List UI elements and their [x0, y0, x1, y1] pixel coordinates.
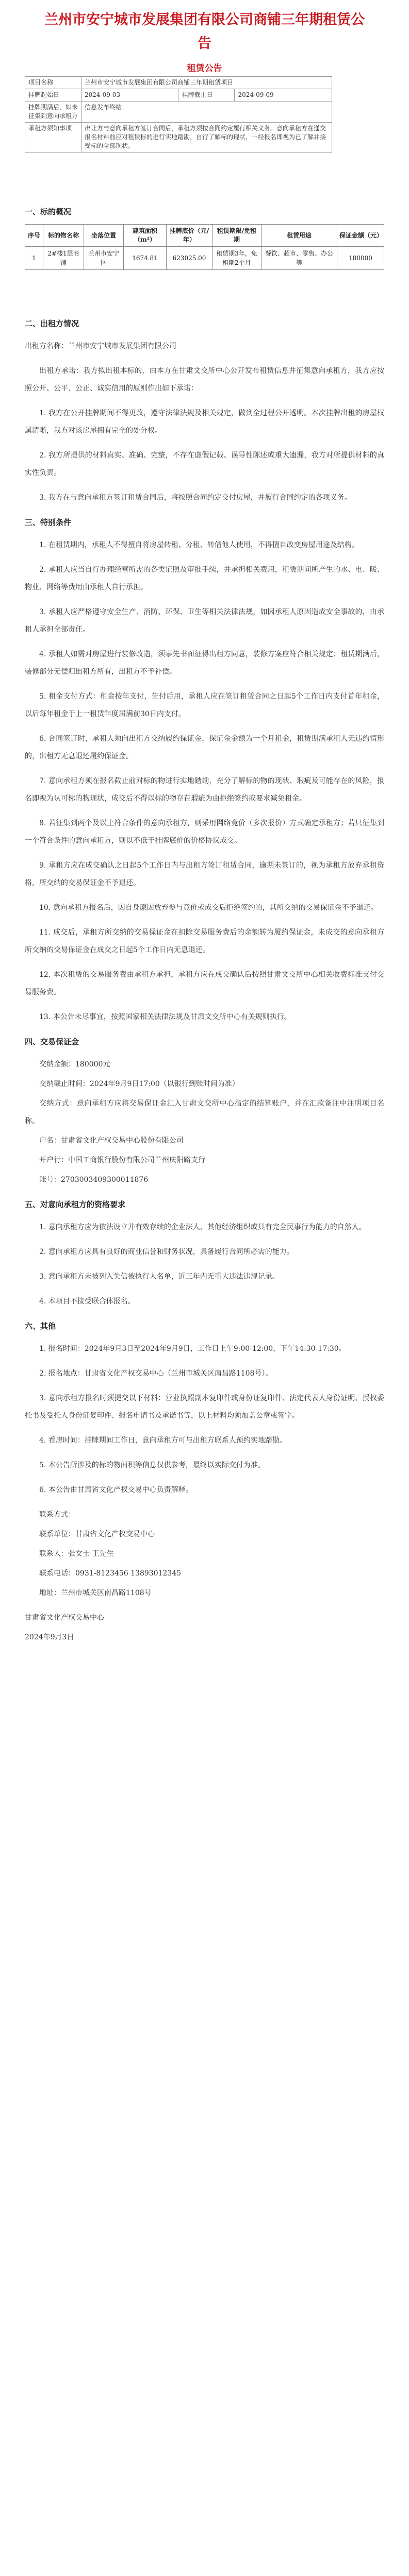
paragraph: 2. 承租人应当自行办理经营所需的各类证照及审批手续，并承担相关费用，租赁期间所产生的水、电、暖、物业、网络等费用由承租人自行承担。 — [25, 566, 384, 591]
paragraph: 1. 报名时间：2024年9月3日至2024年9月9日，工作日上午9:00-12:00，下午14:30-17:30。 — [39, 1345, 346, 1353]
column-header: 保证金额（元） — [337, 225, 384, 247]
section-heading: 五、对意向承租方的资格要求 — [25, 1200, 126, 1209]
paragraph: 出租方承诺：我方拟出租本标的，由本方在甘肃文交所中心公开发布租赁信息并征集意向承租方，我方应按照公开、公平、公正、诚实信用的原则作出如下承诺： — [25, 367, 384, 393]
paragraph: 2. 报名地点：甘肃省文化产权交易中心（兰州市城关区南昌路1108号）。 — [39, 1369, 273, 1378]
deposit-amount: 交纳金额：180000元 — [39, 1060, 110, 1069]
info-key: 项目名称 — [25, 77, 81, 89]
contact-org: 联系单位：甘肃省文化产权交易中心 — [39, 1530, 155, 1538]
account-number: 账号：2703003409300011876 — [39, 1176, 149, 1184]
paragraph: 1. 意向承租方应为依法设立并有效存续的企业法人、其他经济组织或具有完全民事行为能力的自然人。 — [39, 1223, 366, 1231]
paragraph: 1. 在租赁期内，承租人不得擅自将房屋转租、分租、转借他人使用，不得擅自改变房屋用途及结构。 — [39, 541, 359, 549]
paragraph: 1. 我方在公开挂牌期间不得更改，遵守法律法规及相关规定，做到全过程公开透明。本次挂牌出租的房屋权属清晰，我方对该房屋拥有完全的处分权。 — [25, 409, 384, 435]
project-info-table — [25, 76, 332, 152]
signature-date: 2024年9月3日 — [25, 1633, 74, 1641]
paragraph: 4. 承租人如需对房屋进行装修改造，须事先书面征得出租方同意，装修方案应符合相关规定；租赁期满后，装修部分无偿归出租方所有，出租方不予补偿。 — [25, 650, 384, 676]
page-title: 兰州市安宁城市发展集团有限公司商铺三年期租赁公告 — [44, 12, 365, 52]
info-value: 2024-09-03 — [81, 89, 178, 101]
column-header: 建筑面积（m²） — [124, 225, 167, 247]
column-header: 坐落位置 — [84, 225, 124, 247]
paragraph: 2. 我方所提供的材料真实、准确、完整，不存在虚假记载、误导性陈述或重大遗漏，我方对所提供材料的真实性负责。 — [25, 451, 384, 477]
contact-address: 地址：兰州市城关区南昌路1108号 — [39, 1589, 152, 1597]
paragraph: 11. 成交后，承租方所交纳的交易保证金在扣除交易服务费后的余额转为履约保证金，未成交的意向承租方所交纳的交易保证金在成交之日起5个工作日内无息退还。 — [25, 928, 384, 954]
info-row — [25, 101, 332, 123]
contact-person: 联系人：张女士 王先生 — [39, 1550, 114, 1558]
paragraph: 8. 若征集到两个及以上符合条件的意向承租方，则采用网络竞价（多次报价）方式确定承租方；若只征集到一个符合条件的意向承租方，则以不低于挂牌底价的价格协议成交。 — [25, 819, 384, 845]
paragraph: 10. 意向承租方报名后，因自身原因放弃参与竞价或成交后拒绝签约的，其所交纳的交易保证金不予退还。 — [39, 904, 378, 912]
paragraph: 6. 本公告由甘肃省文化产权交易中心负责解释。 — [39, 1486, 193, 1494]
paragraph: 5. 本公告所涉及的标的物面积等信息仅供参考，最终以实际交付为准。 — [39, 1461, 265, 1469]
contact-label: 联系方式： — [39, 1511, 75, 1519]
info-value: 出让方与意向承租方签订合同后，承租方须按合同约定履行相关义务。意向承租方在递交报名材料前应对租赁标的进行实地踏勘，自行了解标的现状，一经报名即视为已了解并接受标的全部现状。 — [81, 123, 332, 152]
table-cell: 租赁期3年，免租期2个月 — [212, 247, 261, 270]
paragraph: 3. 我方在与意向承租方签订租赁合同后，将按照合同约定交付房屋，并履行合同约定的各项义务。 — [39, 494, 352, 502]
paragraph: 12. 本次租赁的交易服务费由承租方承担，承租方应在成交确认后按照甘肃文交所中心相关收费标准支付交易服务费。 — [25, 971, 384, 996]
paragraph: 7. 意向承租方须在报名截止前对标的物进行实地踏勘，充分了解标的物的现状、瑕疵及可能存在的风险，报名即视为认可标的物现状，成交后不得以标的物存在瑕疵为由拒绝签约或要求减免租金。 — [25, 777, 384, 803]
account-bank: 开户行：中国工商银行股份有限公司兰州庆阳路支行 — [39, 1156, 205, 1164]
paragraph: 4. 看房时间：挂牌期间工作日，意向承租方可与出租方联系人预约实地踏勘。 — [39, 1436, 287, 1445]
table-cell: 餐饮、超市、零售、办公等 — [261, 247, 337, 270]
table-cell: 623025.00 — [167, 247, 212, 270]
table-cell: 2#楼1层商铺 — [43, 247, 84, 270]
paragraph: 9. 承租方应在成交确认之日起5个工作日内与出租方签订租赁合同，逾期未签订的，视为承租方放弃承租资格，所交纳的交易保证金不予退还。 — [25, 861, 384, 887]
signature-org: 甘肃省文化产权交易中心 — [25, 1614, 104, 1622]
table-cell: 兰州市安宁区 — [84, 247, 124, 270]
paragraph: 2. 意向承租方应具有良好的商业信誉和财务状况，具备履行合同所必需的能力。 — [39, 1248, 294, 1256]
contact-phone: 联系电话：0931-8123456 13893012345 — [39, 1569, 182, 1578]
paragraph: 5. 租金支付方式：租金按年支付，先付后用，承租人应在签订租赁合同之日起5个工作日内支付首年租金，以后每年租金于上一租赁年度届满前30日内支付。 — [25, 692, 384, 718]
paragraph: 3. 意向承租方报名时须提交以下材料：营业执照副本复印件或身份证复印件、法定代表人身份证明、授权委托书及受托人身份证复印件、报名申请书及承诺书等，以上材料均须加盖公章或签字。 — [25, 1394, 384, 1420]
section-heading: 二、出租方情况 — [25, 319, 79, 328]
info-row — [25, 123, 332, 152]
paragraph: 3. 意向承租方未被列入失信被执行人名单，近三年内无重大违法违规记录。 — [39, 1273, 280, 1281]
info-key: 承租方须知事项 — [25, 123, 81, 152]
column-header: 租赁用途 — [261, 225, 337, 247]
property-table — [25, 224, 384, 270]
paragraph: 13. 本公告未尽事宜，按照国家相关法律法规及甘肃文交所中心有关规则执行。 — [39, 1013, 291, 1021]
column-header: 挂牌底价（元/年） — [167, 225, 212, 247]
section-heading: 六、其他 — [25, 1321, 56, 1331]
table-cell: 180000 — [337, 247, 384, 270]
section-heading: 四、交易保证金 — [25, 1037, 79, 1046]
page-subtitle: 租赁公告 — [187, 63, 222, 74]
column-header: 标的物名称 — [43, 225, 84, 247]
info-value: 2024-09-09 — [235, 89, 332, 101]
column-header: 租赁期限/免租期 — [212, 225, 261, 247]
table-cell: 1674.81 — [124, 247, 167, 270]
paragraph: 6. 合同签订时，承租人须向出租方交纳履约保证金，保证金金额为一个月租金，租赁期满承租人无违约情形的，出租方无息退还履约保证金。 — [25, 735, 384, 760]
section-heading: 三、特别条件 — [25, 518, 72, 527]
lessor-name: 出租方名称：兰州市安宁城市发展集团有限公司 — [25, 342, 176, 350]
table-cell: 1 — [25, 247, 43, 270]
info-row — [25, 77, 332, 89]
table-header-row — [25, 225, 384, 247]
table-row — [25, 247, 384, 270]
section-heading: 一、标的概况 — [25, 207, 72, 216]
deposit-method: 交纳方式：意向承租方应将交易保证金汇入甘肃文交所中心指定的结算账户，并在汇款备注中注明项目名称。 — [25, 1099, 384, 1125]
deposit-deadline: 交纳截止时间：2024年9月9日17:00（以银行到账时间为准） — [39, 1080, 239, 1088]
account-name: 户名：甘肃省文化产权交易中心股份有限公司 — [39, 1137, 184, 1145]
announcement-body — [25, 312, 384, 1648]
paragraph: 4. 本项目不接受联合体报名。 — [39, 1297, 135, 1306]
info-row — [25, 89, 332, 101]
info-value: 信息发布终结 — [81, 101, 332, 123]
info-key: 挂牌期满后，如未征集到意向承租方 — [25, 101, 81, 123]
paragraph: 3. 承租人应严格遵守安全生产、消防、环保、卫生等相关法律法规，如因承租人原因造成安全事故的，由承租人承担全部责任。 — [25, 608, 384, 634]
info-key: 挂牌起始日 — [25, 89, 81, 101]
info-key: 挂牌截止日 — [178, 89, 235, 101]
info-value: 兰州市安宁城市发展集团有限公司商铺三年期租赁项目 — [81, 77, 332, 89]
column-header: 序号 — [25, 225, 43, 247]
